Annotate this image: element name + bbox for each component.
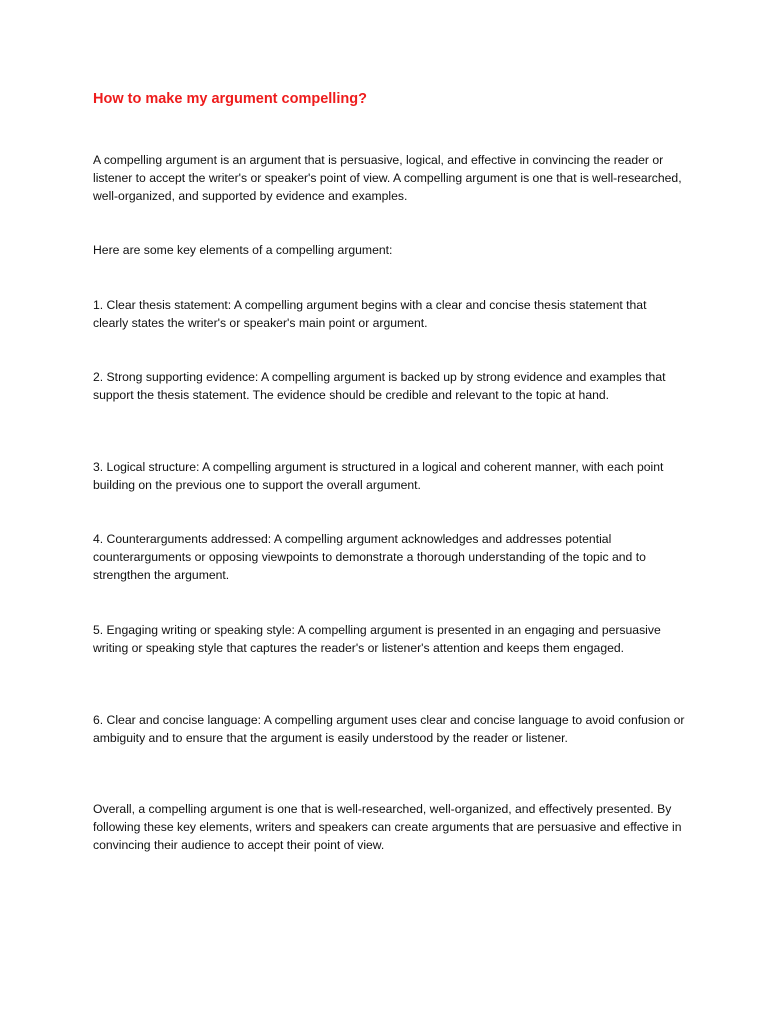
list-item-supporting-evidence: 2. Strong supporting evidence: A compelling argument is backed up by strong evidence and examples that support the thesis statement. The evidence should be credible and relevant to the topic at hand. bbox=[93, 370, 666, 402]
conclusion-paragraph: Overall, a compelling argument is one that is well-researched, well-organized, and effectively presented. By following these key elements, writers and speakers can create arguments that are persuasive and effective in convincing their audience to accept their point of view. bbox=[93, 802, 682, 852]
list-item-concise-language: 6. Clear and concise language: A compelling argument uses clear and concise language to avoid confusion or ambiguity and to ensure that the argument is easily understood by the reader or listener. bbox=[93, 713, 685, 745]
list-item-engaging-style: 5. Engaging writing or speaking style: A compelling argument is presented in an engaging and persuasive writing or speaking style that captures the reader's or listener's attention and keeps them engaged. bbox=[93, 623, 661, 655]
key-elements-intro: Here are some key elements of a compelling argument: bbox=[93, 243, 393, 257]
list-item-counterarguments: 4. Counterarguments addressed: A compelling argument acknowledges and addresses potential counterarguments or opposing viewpoints to demonstrate a thorough understanding of the topic and to strengthen the argument. bbox=[93, 532, 646, 582]
list-item-logical-structure: 3. Logical structure: A compelling argument is structured in a logical and coherent manner, with each point building on the previous one to support the overall argument. bbox=[93, 460, 664, 492]
list-item-clear-thesis: 1. Clear thesis statement: A compelling argument begins with a clear and concise thesis statement that clearly states the writer's or speaker's main point or argument. bbox=[93, 298, 647, 330]
intro-paragraph: A compelling argument is an argument that is persuasive, logical, and effective in convincing the reader or listener to accept the writer's or speaker's point of view. A compelling argument is one that is well-researched, well-organized, and supported by evidence and examples. bbox=[93, 153, 682, 203]
document-title: How to make my argument compelling? bbox=[93, 91, 367, 107]
